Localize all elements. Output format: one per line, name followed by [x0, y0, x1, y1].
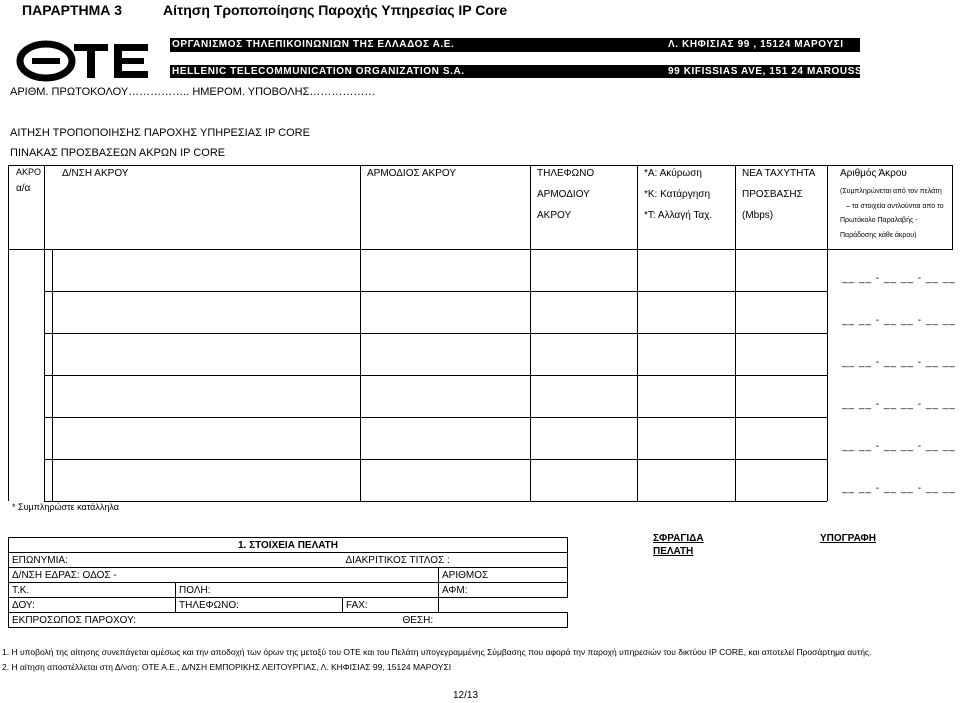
col-header-action-1: *Α: Ακύρωση [644, 168, 702, 179]
hq-address-label: Δ/ΝΣΗ ΕΔΡΑΣ: ΟΔΟΣ - [9, 568, 439, 583]
phone-label: ΤΗΛΕΦΩΝΟ: [176, 598, 343, 613]
fax-label: FAX: [343, 598, 439, 613]
endpoint-note-1: (Συμπληρώνεται από τον πελάτη [840, 188, 942, 195]
request-title: ΑΙΤΗΣΗ ΤΡΟΠΟΠΟΙΗΣΗΣ ΠΑΡΟΧΗΣ ΥΠΗΡΕΣΙΑΣ IP CORE [10, 127, 310, 139]
col-header-phone-2: ΑΡΜΟΔΙΟΥ [537, 189, 590, 200]
endpoint-number-field[interactable]: __ __ - __ __ - __ __ [842, 399, 956, 410]
page-number: 12/13 [453, 690, 479, 701]
fill-note: * Συμπληρώστε κατάλληλα [12, 502, 119, 512]
col-header-aa-1: ΑΚΡΟ [16, 167, 42, 177]
customer-heading: 1. ΣΤΟΙΧΕΙΑ ΠΕΛΑΤΗ [9, 538, 568, 553]
col-header-action-2: *Κ: Κατάργηση [644, 189, 711, 200]
col-header-speed-2: ΠΡΟΣΒΑΣΗΣ [742, 189, 803, 200]
endpoint-note-3: Πρωτόκολο Παραλαβής - [840, 217, 918, 224]
table-title: ΠΙΝΑΚΑΣ ΠΡΟΣΒΑΣΕΩΝ ΑΚΡΩΝ IP CORE [10, 147, 226, 159]
postcode-label: Τ.Κ. [9, 583, 176, 598]
col-header-phone-1: ΤΗΛΕΦΩΝΟ [537, 168, 595, 179]
col-header-speed-3: (Mbps) [742, 210, 774, 221]
org-address-english: 99 KIFISSIAS AVE, 151 24 MAROUSSI [668, 66, 866, 77]
note-1: 1. Η υποβολή της αίτησης συνεπάγεται αμέσως και την αποδοχή των όρων της μεταξύ του ΟΤΕ και του Πελάτη υπογεγραμμένης Σύμβασης που αφορά την παροχή υπηρεσιών του δικτύου IP CORE, και αποτελεί Προσάρτημα αυτής. [2, 647, 872, 657]
col-header-responsible: ΑΡΜΟΔΙΟΣ ΑΚΡΟΥ [367, 168, 457, 179]
customer-details-table [8, 537, 568, 628]
endpoint-number-field[interactable]: __ __ - __ __ - __ __ [842, 357, 956, 368]
document-title: Αίτηση Τροποποίησης Παροχής Υπηρεσίας IP Core [163, 2, 508, 18]
rep-label: ΕΚΠΡΟΣΩΠΟΣ ΠΑΡΟΧΟΥ: [9, 613, 343, 628]
trade-name-label: ΔΙΑΚΡΙΤΙΚΟΣ ΤΙΤΛΟΣ : [343, 553, 568, 568]
org-address-greek: Λ. ΚΗΦΙΣΙΑΣ 99 , 15124 ΜΑΡΟΥΣΙ [668, 39, 844, 50]
annex-label: ΠΑΡΑΡΤΗΜΑ 3 [22, 2, 123, 18]
endpoint-note-2: – τα στοιχεία αντλούνται απο το [846, 203, 944, 210]
endpoint-note-4: Παράδοσης κάθε άκρου) [840, 232, 917, 239]
col-header-endpoint: Αριθμός Άκρου [840, 168, 907, 179]
ote-logo [16, 40, 152, 82]
col-header-action-3: *Τ: Αλλαγή Ταχ. [644, 210, 713, 221]
surname-label: ΕΠΩΝΥΜΙΑ: [9, 553, 343, 568]
vat-label: ΑΦΜ: [439, 583, 568, 598]
endpoint-number-field[interactable]: __ __ - __ __ - __ __ [842, 273, 956, 284]
stamp-label-2: ΠΕΛΑΤΗ [653, 546, 694, 557]
signature-label: ΥΠΟΓΡΑΦΗ [820, 533, 876, 544]
stamp-label-1: ΣΦΡΑΓΙΔΑ [653, 533, 704, 544]
number-label: ΑΡΙΘΜΟΣ [439, 568, 568, 583]
endpoint-number-field[interactable]: __ __ - __ __ - __ __ [842, 315, 956, 326]
col-header-phone-3: ΑΚΡΟΥ [537, 210, 572, 221]
position-label: ΘΕΣΗ: [343, 613, 568, 628]
protocol-line: ΑΡΙΘΜ. ΠΡΩΤΟΚΟΛΟΥ…………….. ΗΜΕΡΟΜ. ΥΠΟΒΟΛΗΣ……………… [10, 86, 376, 98]
col-header-aa-2: α/α [16, 183, 31, 194]
endpoint-number-field[interactable]: __ __ - __ __ - __ __ [842, 441, 956, 452]
org-name-english: HELLENIC TELECOMMUNICATION ORGANIZATION S.A. [172, 66, 465, 77]
tax-office-label: ΔΟΥ: [9, 598, 176, 613]
col-header-speed-1: ΝΕΑ ΤΑΧΥΤΗΤΑ [742, 168, 816, 179]
col-header-address: Δ/ΝΣΗ ΑΚΡΟΥ [62, 168, 129, 179]
endpoint-number-field[interactable]: __ __ - __ __ - __ __ [842, 483, 956, 494]
city-label: ΠΟΛΗ: [176, 583, 439, 598]
org-name-greek: ΟΡΓΑΝΙΣΜΟΣ ΤΗΛΕΠΙΚΟΙΝΩΝΙΩΝ ΤΗΣ ΕΛΛΑΔΟΣ Α.Ε. [172, 39, 455, 50]
note-2: 2. Η αίτηση αποστέλλεται στη Δ/νση: ΟΤΕ Α.Ε., Δ/ΝΣΗ ΕΜΠΟΡΙΚΗΣ ΛΕΙΤΟΥΡΓΙΑΣ, Λ. ΚΗΦΙΣΙΑΣ 99, 15124 ΜΑΡΟΥΣΙ [2, 662, 452, 672]
